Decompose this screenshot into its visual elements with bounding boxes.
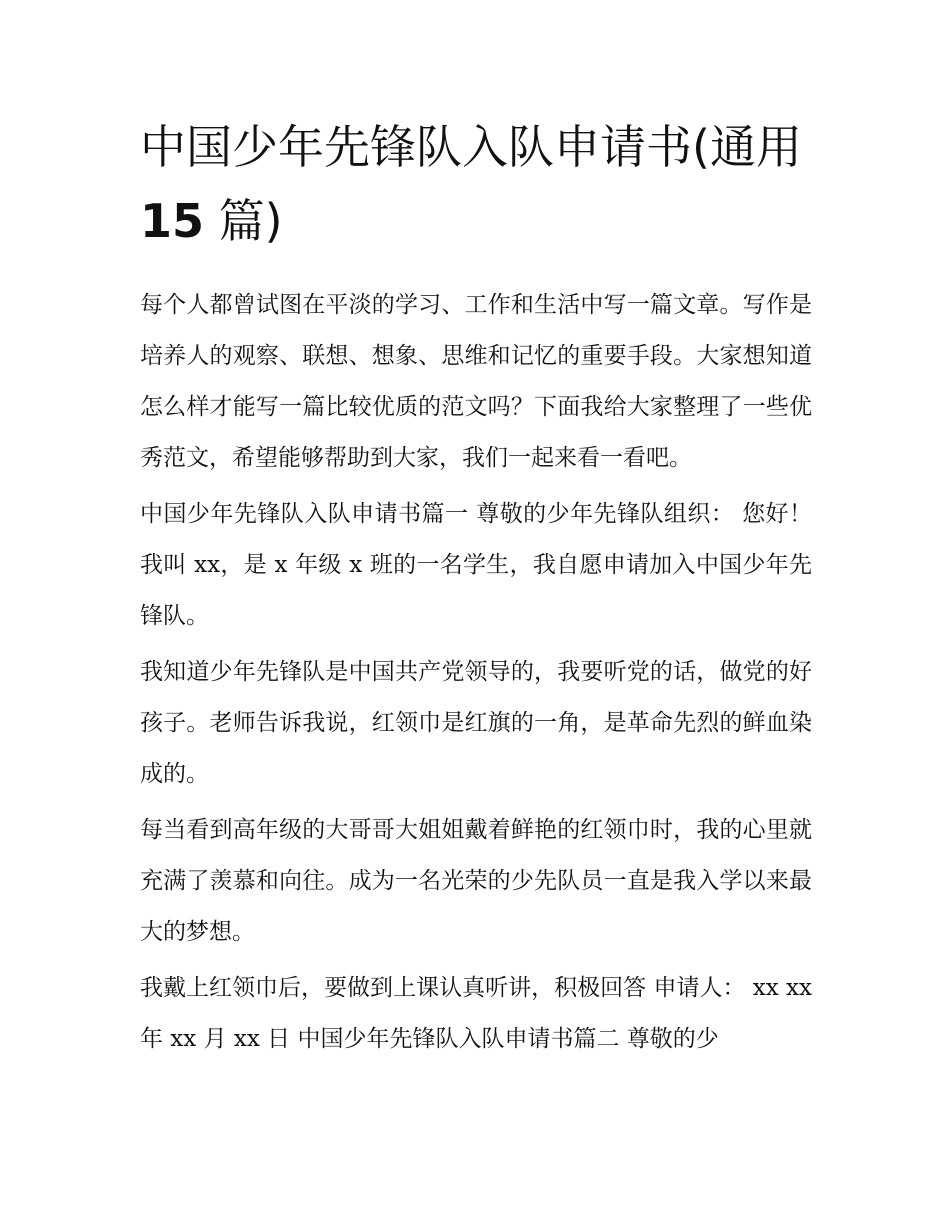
title-count: 15 [140,194,205,248]
paragraph-promise-signature: 我戴上红领巾后，要做到上课认真听讲，积极回答 申请人： xx xx 年 xx 月 xx 日 中国少年先锋队入队申请书篇二 尊敬的少 [140,975,812,1052]
paragraph-intro: 每个人都曾试图在平淡的学习、工作和生活中写一篇文章。写作是培养人的观察、联想、想象、思维和记忆的重要手段。大家想知道怎么样才能写一篇比较优质的范文吗？下面我给大家整理了一些优秀范文，希望能够帮助到大家，我们一起来看一看吧。 [140,292,812,471]
document-content [140,110,812,1070]
document-body [140,280,812,1065]
document-title: 中国少年先锋队入队申请书(通用 15 篇) [140,120,802,248]
paragraph-red-scarf-dream: 每当看到高年级的大哥哥大姐姐戴着鲜艳的红领巾时，我的心里就充满了羡慕和向往。成为一名光荣的少先队员一直是我入学以来最大的梦想。 [140,817,812,945]
paragraph-party-leadership: 我知道少年先锋队是中国共产党领导的，我要听党的话，做党的好孩子。老师告诉我说，红领巾是红旗的一角，是革命先烈的鲜血染成的。 [140,659,812,787]
paragraph-letter-greeting: 中国少年先锋队入队申请书篇一 尊敬的少年先锋队组织： 您好！ 我叫 xx，是 x 年级 x 班的一名学生，我自愿申请加入中国少年先锋队。 [140,501,812,629]
